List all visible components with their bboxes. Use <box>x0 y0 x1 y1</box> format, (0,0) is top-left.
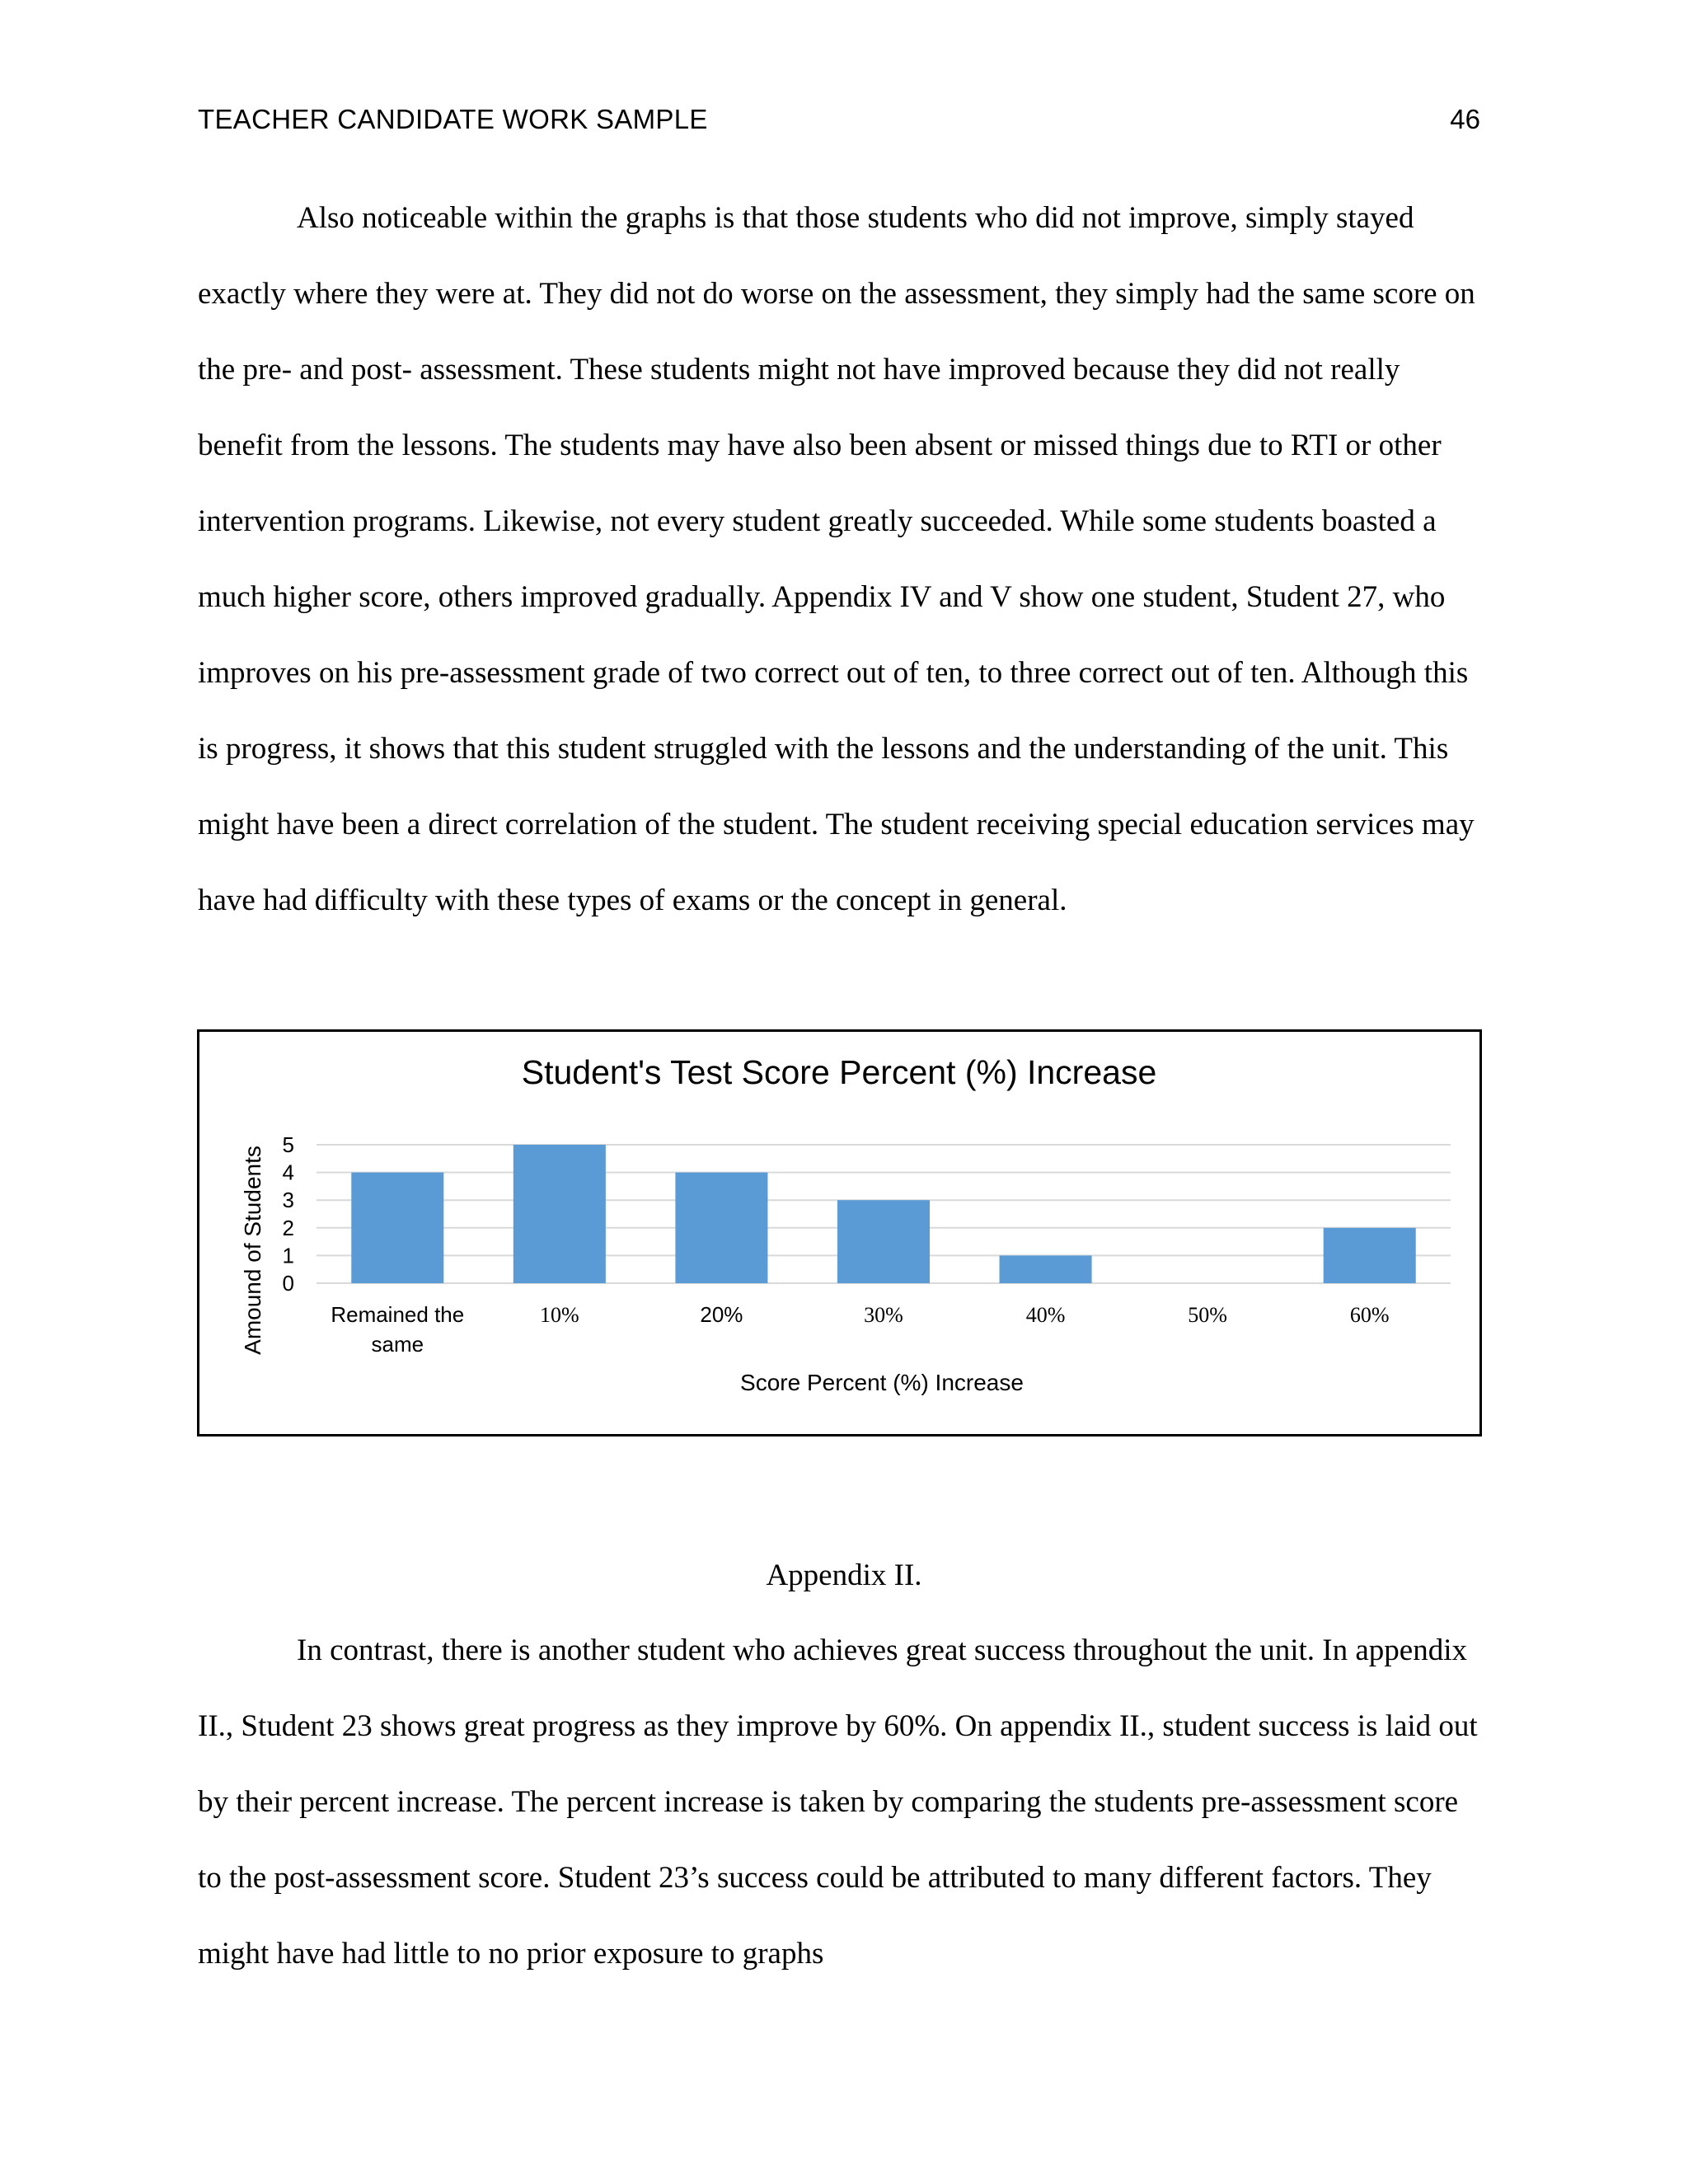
bar <box>675 1173 767 1283</box>
bar <box>1000 1255 1092 1283</box>
x-tick-label: 60% <box>1349 1303 1390 1327</box>
x-tick-labels <box>331 1302 1389 1357</box>
chart-frame <box>197 1029 1482 1436</box>
bar-chart <box>199 1032 1479 1434</box>
appendix-heading: Appendix II. <box>766 1558 922 1592</box>
y-tick-label: 4 <box>282 1160 294 1185</box>
x-tick-label: Remained the same <box>331 1302 465 1357</box>
paragraph-text: Also noticeable within the graphs is that those students who did not improve, simply stayed exactly where they were at. They did not do worse on the assessment, they simply had the same score on the pre- and post- assessment. These students might not have improved because they did not really benefit from the lessons. The students may have also been absent or missed things due to RTI or other intervention programs. Likewise, not every student greatly succeeded. While some students boasted a much higher score, others improved gradually. Appendix IV and V show one student, Student 27, who improves on his pre-assessment grade of two correct out of ten, to three correct out of ten. Although this is progress, it shows that this student struggled with the lessons and the understanding of the unit. This might have been a direct correlation of the student. The student receiving special education services may have had difficulty with these types of exams or the concept in general. <box>198 201 1475 917</box>
page-number: 46 <box>1450 104 1480 134</box>
body-paragraph-2 <box>198 1613 1480 1992</box>
body-paragraph-1 <box>198 180 1480 939</box>
x-tick-label: 30% <box>864 1303 903 1327</box>
y-tick-label: 3 <box>282 1188 294 1213</box>
chart-title: Student's Test Score Percent (%) Increase <box>521 1053 1157 1091</box>
x-tick-label: 10% <box>540 1303 579 1327</box>
y-tick-label: 5 <box>282 1132 294 1157</box>
y-tick-label: 0 <box>282 1271 294 1296</box>
y-tick-labels <box>283 1132 294 1296</box>
paragraph-text: In contrast, there is another student who achieves great success throughout the unit. In appendix II., Student 23 shows great progress as they improve by 60%. On appendix II., student success is laid out by their percent increase. The percent increase is taken by comparing the students pre-assessment score to the post-assessment score. Student 23’s success could be attributed to many different factors. They might have had little to no prior exposure to graphs <box>198 1633 1478 1971</box>
x-tick-label: 50% <box>1188 1303 1227 1327</box>
bar <box>351 1173 443 1283</box>
bar <box>513 1145 606 1283</box>
x-tick-label: 40% <box>1025 1303 1066 1327</box>
x-axis-label: Score Percent (%) Increase <box>740 1370 1024 1395</box>
x-tick-label: 20% <box>700 1302 743 1327</box>
bar <box>1324 1228 1416 1283</box>
y-tick-label: 1 <box>282 1243 294 1268</box>
bars <box>351 1145 1415 1283</box>
y-axis-label: Amound of Students <box>240 1146 265 1355</box>
running-head: TEACHER CANDIDATE WORK SAMPLE <box>198 104 708 134</box>
bar <box>837 1200 930 1283</box>
y-tick-label: 2 <box>282 1215 294 1240</box>
